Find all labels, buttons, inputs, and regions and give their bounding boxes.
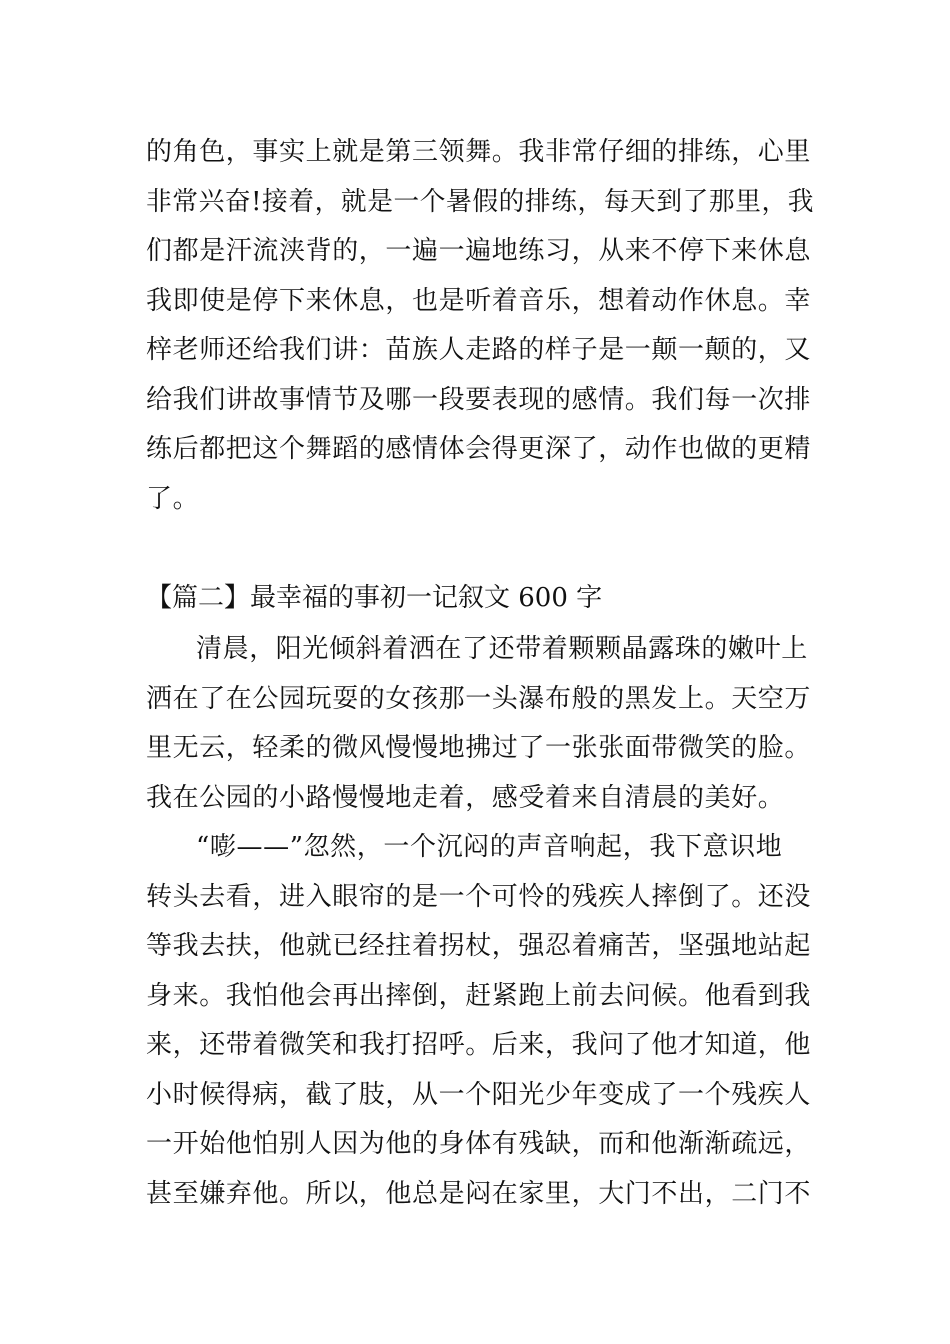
text-line: 转头去看，进入眼帘的是一个可怜的残疾人摔倒了。还没 <box>146 882 812 912</box>
text-line: 的角色，事实上就是第三领舞。我非常仔细的排练，心里 <box>146 137 812 167</box>
text-line: 小时候得病，截了肢，从一个阳光少年变成了一个残疾人 <box>146 1080 812 1110</box>
text-line: 一开始他怕别人因为他的身体有残缺，而和他渐渐疏远， <box>146 1129 812 1159</box>
text-line: 了。 <box>146 484 200 514</box>
text-line: “嘭——”忽然，一个沉闷的声音响起，我下意识地 <box>196 832 783 862</box>
text-line: 们都是汗流浃背的，一遍一遍地练习，从来不停下来休息 <box>146 236 812 266</box>
text-line: 我在公园的小路慢慢地走着，感受着来自清晨的美好。 <box>146 783 785 813</box>
text-line: 里无云，轻柔的微风慢慢地拂过了一张张面带微笑的脸。 <box>146 733 812 763</box>
text-line: 清晨，阳光倾斜着洒在了还带着颗颗晶露珠的嫩叶上 <box>196 634 808 664</box>
text-line: 我即使是停下来休息，也是听着音乐，想着动作休息。幸 <box>146 286 812 316</box>
text-line: 来，还带着微笑和我打招呼。后来，我问了他才知道，他 <box>146 1030 812 1060</box>
text-line: 给我们讲故事情节及哪一段要表现的感情。我们每一次排 <box>146 385 812 415</box>
text-line: 练后都把这个舞蹈的感情体会得更深了，动作也做的更精 <box>146 434 812 464</box>
text-line: 甚至嫌弃他。所以，他总是闷在家里，大门不出，二门不 <box>146 1179 812 1209</box>
text-line: 非常兴奋!接着，就是一个暑假的排练，每天到了那里，我 <box>146 187 815 217</box>
text-line: 梓老师还给我们讲：苗族人走路的样子是一颠一颠的，又 <box>146 335 812 365</box>
section-heading: 【篇二】最幸福的事初一记叙文 600 字 <box>146 583 603 613</box>
text-line: 洒在了在公园玩耍的女孩那一头瀑布般的黑发上。天空万 <box>146 684 812 714</box>
text-line: 等我去扶，他就已经拄着拐杖，强忍着痛苦，坚强地站起 <box>146 931 812 961</box>
text-line: 身来。我怕他会再出摔倒，赶紧跑上前去问候。他看到我 <box>146 981 812 1011</box>
